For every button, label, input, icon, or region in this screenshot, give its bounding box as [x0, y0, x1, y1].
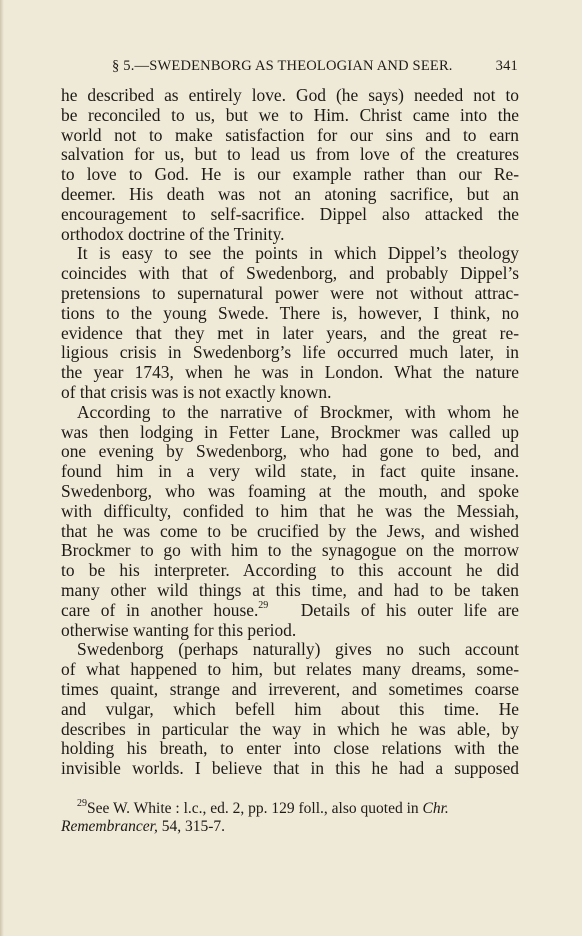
body-text	[61, 86, 519, 779]
text-line: be reconciled to us, but we to Him. Christ came into the	[61, 104, 519, 125]
text-line: to be his interpreter. According to this account he did	[61, 560, 519, 581]
text-line: world not to make satisfaction for our sins and to earn	[61, 124, 519, 145]
text-line: salvation for us, but to lead us from love of the creatures	[61, 144, 519, 165]
text-line: and vulgar, which befell him about this time. He	[61, 698, 519, 719]
paragraph-start: According to the narrative of Brockmer, with whom he	[77, 401, 519, 422]
footnote	[61, 797, 519, 836]
running-head	[62, 58, 522, 78]
paragraph-start: Swedenborg (perhaps naturally) gives no such account	[77, 639, 519, 660]
text-line: evidence that they met in later years, and the great re-	[61, 322, 519, 343]
text-line: Swedenborg, who was foaming at the mouth, and spoke	[61, 480, 519, 501]
text-line: ligious crisis in Swedenborg’s life occurred much later, in	[61, 342, 519, 363]
page-edge	[0, 0, 4, 936]
text-line: of that crisis was is not exactly known.	[61, 381, 332, 402]
footnote-text: 54, 315-7.	[157, 818, 226, 835]
footnote-italic: Chr.	[422, 800, 449, 817]
footnote-line	[61, 818, 519, 836]
text-line: with difficulty, confided to him that he was the Messiah,	[61, 500, 519, 521]
text-line: orthodox doctrine of the Trinity.	[61, 223, 285, 244]
text-line: holding his breath, to enter into close relations with the	[61, 738, 519, 759]
text-line: of what happened to him, but relates many dreams, some-	[61, 659, 519, 680]
running-title: § 5.—SWEDENBORG AS THEOLOGIAN AND SEER.	[112, 58, 453, 74]
footnote-reference: 29	[258, 599, 269, 611]
footnote-italic: Remembrancer,	[61, 818, 158, 835]
text-line: times quaint, strange and irreverent, and sometimes coarse	[61, 678, 519, 699]
footnote-marker: 29	[77, 797, 87, 809]
text-line: found him in a very wild state, in fact quite insane.	[61, 461, 519, 482]
text-fragment: Details of his outer life are	[300, 599, 520, 620]
text-line: that he was come to be crucified by the Jews, and wished	[61, 520, 519, 541]
footnote-line	[61, 797, 519, 818]
text-line: Brockmer to go with him to the synagogue on the morrow	[61, 540, 519, 561]
text-line-with-footnote	[61, 601, 519, 621]
text-line: to love to God. He is our example rather than our Re-	[61, 164, 519, 185]
text-fragment: care of in another house.	[61, 599, 259, 620]
text-line: describes in particular the way in which he was able, by	[61, 718, 519, 739]
text-line: encouragement to self-sacrifice. Dippel also attacked the	[61, 203, 519, 224]
text-line: one evening by Swedenborg, who had gone to bed, and	[61, 441, 519, 462]
text-line: the year 1743, when he was in London. What the nature	[61, 362, 519, 383]
text-line: was then lodging in Fetter Lane, Brockmer was called up	[61, 421, 519, 442]
text-line: he described as entirely love. God (he says) needed not to	[61, 85, 519, 105]
paragraph-start: It is easy to see the points in which Dippel’s theology	[77, 243, 519, 264]
text-line: deemer. His death was not an atoning sacrifice, but an	[61, 183, 519, 204]
footnote-text: See W. White : l.c., ed. 2, pp. 129 foll., also quoted in	[87, 800, 423, 817]
page-number: 341	[495, 58, 518, 74]
text-line: many other wild things at this time, and had to be taken	[61, 579, 519, 600]
text-line: pretensions to supernatural power were not without attrac-	[61, 282, 519, 303]
text-line: invisible worlds. I believe that in this he had a supposed	[61, 758, 519, 779]
text-line: otherwise wanting for this period.	[61, 619, 297, 640]
text-line: coincides with that of Swedenborg, and probably Dippel’s	[61, 263, 519, 284]
text-line: tions to the young Swede. There is, however, I think, no	[61, 302, 519, 323]
